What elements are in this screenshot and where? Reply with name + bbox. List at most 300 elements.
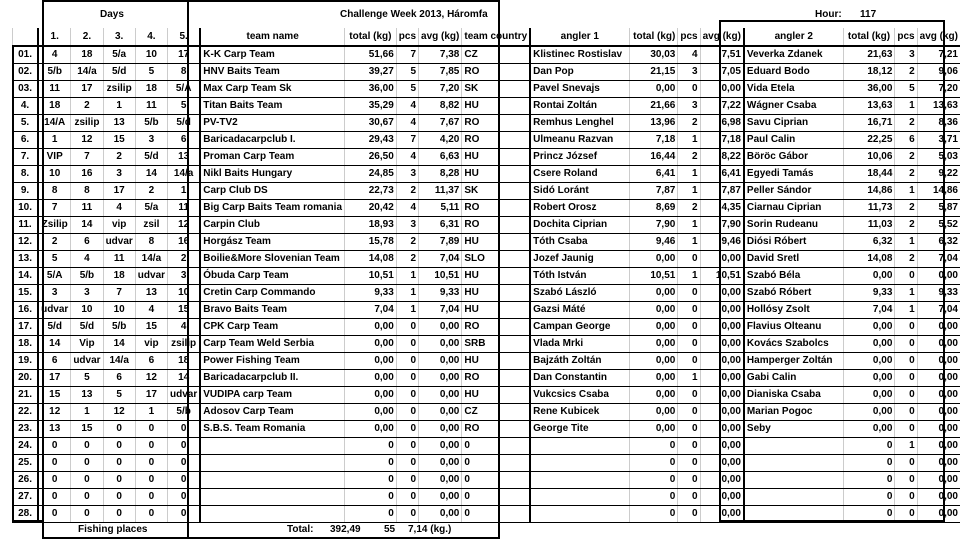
day5-cell: 0	[168, 506, 201, 523]
angler2-pcs-cell: 2	[895, 166, 917, 183]
day3-cell: 13	[103, 115, 135, 132]
angler2-pcs-cell: 1	[895, 234, 917, 251]
day5-cell: 14/a	[168, 166, 201, 183]
angler1-pcs-cell: 1	[678, 217, 700, 234]
angler1-total-cell: 13,96	[629, 115, 678, 132]
team-pcs-cell: 0	[396, 370, 418, 387]
day4-cell: 5/a	[135, 200, 167, 217]
table-row	[13, 166, 960, 183]
team-avg-cell: 7,67	[419, 115, 462, 132]
day3-cell: 0	[103, 438, 135, 455]
table-row	[13, 336, 960, 353]
angler2-total-cell: 0	[843, 472, 895, 489]
day2-cell: 6	[71, 234, 103, 251]
angler1-name-cell: Dan Constantin	[530, 370, 629, 387]
angler1-pcs-cell: 0	[678, 336, 700, 353]
angler2-avg-cell: 0,00	[917, 336, 960, 353]
day5-cell: 17	[168, 46, 201, 64]
team-name-cell: VUDIPA carp Team	[200, 387, 344, 404]
angler2-name-cell: Hamperger Zoltán	[744, 353, 843, 370]
team-total-cell: 0,00	[345, 421, 397, 438]
rank-cell: 19.	[13, 353, 39, 370]
angler2-name-cell	[744, 438, 843, 455]
angler1-pcs-cell: 1	[678, 268, 700, 285]
angler1-pcs-cell: 1	[678, 234, 700, 251]
team-name-cell: Proman Carp Team	[200, 149, 344, 166]
team-country-cell: RO	[462, 115, 530, 132]
angler2-pcs-cell: 2	[895, 115, 917, 132]
team-total-cell: 0	[345, 438, 397, 455]
team-avg-cell: 8,82	[419, 98, 462, 115]
rank-cell: 28.	[13, 506, 39, 523]
angler2-total-cell: 0,00	[843, 336, 895, 353]
fishing-places-label: Fishing places	[78, 524, 148, 535]
team-pcs-cell: 7	[396, 132, 418, 149]
angler2-total-cell: 14,08	[843, 251, 895, 268]
col-angler1-pcs: pcs	[678, 28, 700, 46]
day1-cell: 14	[38, 336, 71, 353]
day5-cell: 0	[168, 489, 201, 506]
angler2-avg-cell: 8,36	[917, 115, 960, 132]
angler2-pcs-cell: 3	[895, 46, 917, 64]
day2-cell: 4	[71, 251, 103, 268]
col-country: team country	[462, 28, 530, 46]
angler2-name-cell: Szabó Róbert	[744, 285, 843, 302]
angler2-total-cell: 0,00	[843, 370, 895, 387]
angler1-total-cell: 16,44	[629, 149, 678, 166]
angler2-avg-cell: 5,52	[917, 217, 960, 234]
day4-cell: 17	[135, 387, 167, 404]
angler1-pcs-cell: 3	[678, 64, 700, 81]
team-avg-cell: 6,31	[419, 217, 462, 234]
team-pcs-cell: 0	[396, 353, 418, 370]
angler2-pcs-cell: 0	[895, 455, 917, 472]
team-country-cell: HU	[462, 149, 530, 166]
team-pcs-cell: 2	[396, 251, 418, 268]
day3-cell: 0	[103, 455, 135, 472]
day4-cell: 5/b	[135, 115, 167, 132]
team-name-cell: Big Carp Baits Team romania	[200, 200, 344, 217]
day2-cell: 14/a	[71, 64, 103, 81]
angler1-pcs-cell: 0	[678, 285, 700, 302]
angler1-total-cell: 0,00	[629, 251, 678, 268]
team-avg-cell: 0,00	[419, 489, 462, 506]
day1-cell: 0	[38, 438, 71, 455]
day2-cell: udvar	[71, 353, 103, 370]
angler2-pcs-cell: 1	[895, 183, 917, 200]
team-name-cell: Max Carp Team Sk	[200, 81, 344, 98]
angler2-avg-cell: 0,00	[917, 472, 960, 489]
angler1-name-cell: Gazsi Máté	[530, 302, 629, 319]
angler1-avg-cell: 0,00	[700, 302, 744, 319]
team-total-cell: 15,78	[345, 234, 397, 251]
angler1-name-cell: Vlada Mrki	[530, 336, 629, 353]
day5-cell: 4	[168, 319, 201, 336]
team-pcs-cell: 0	[396, 387, 418, 404]
table-row	[13, 489, 960, 506]
day1-cell: 7	[38, 200, 71, 217]
day3-cell: 0	[103, 421, 135, 438]
angler2-total-cell: 0,00	[843, 319, 895, 336]
team-pcs-cell: 5	[396, 81, 418, 98]
team-total-cell: 0,00	[345, 370, 397, 387]
team-country-cell: CZ	[462, 46, 530, 64]
day3-cell: 5	[103, 387, 135, 404]
angler2-total-cell: 0	[843, 506, 895, 523]
angler2-avg-cell: 9,22	[917, 166, 960, 183]
day3-cell: 12	[103, 404, 135, 421]
team-name-cell: CPK Carp Team	[200, 319, 344, 336]
angler1-total-cell: 30,03	[629, 46, 678, 64]
angler1-pcs-cell: 0	[678, 251, 700, 268]
angler2-name-cell	[744, 472, 843, 489]
team-country-cell: 0	[462, 455, 530, 472]
team-name-cell: Bravo Baits Team	[200, 302, 344, 319]
angler1-avg-cell: 0,00	[700, 455, 744, 472]
day5-cell: 0	[168, 455, 201, 472]
team-avg-cell: 0,00	[419, 438, 462, 455]
day5-cell: 0	[168, 421, 201, 438]
team-country-cell: HU	[462, 285, 530, 302]
angler2-name-cell: Veverka Zdanek	[744, 46, 843, 64]
day2-cell: 5/b	[71, 268, 103, 285]
team-name-cell: Carpin Club	[200, 217, 344, 234]
day4-cell: udvar	[135, 268, 167, 285]
team-pcs-cell: 3	[396, 217, 418, 234]
angler2-total-cell: 36,00	[843, 81, 895, 98]
day5-cell: 6	[168, 132, 201, 149]
angler1-total-cell: 9,46	[629, 234, 678, 251]
angler1-avg-cell: 0,00	[700, 472, 744, 489]
day1-cell: 17	[38, 370, 71, 387]
day1-cell: 1	[38, 132, 71, 149]
day1-cell: 0	[38, 455, 71, 472]
angler2-pcs-cell: 0	[895, 387, 917, 404]
angler2-name-cell: Diósi Róbert	[744, 234, 843, 251]
day4-cell: 6	[135, 353, 167, 370]
angler1-pcs-cell: 0	[678, 472, 700, 489]
angler1-avg-cell: 7,87	[700, 183, 744, 200]
col-angler2-pcs: pcs	[895, 28, 917, 46]
team-total-cell: 26,50	[345, 149, 397, 166]
rank-cell: 03.	[13, 81, 39, 98]
team-avg-cell: 7,04	[419, 302, 462, 319]
angler1-avg-cell: 0,00	[700, 353, 744, 370]
angler2-pcs-cell: 1	[895, 438, 917, 455]
angler2-total-cell: 11,73	[843, 200, 895, 217]
angler2-name-cell: Marian Pogoc	[744, 404, 843, 421]
day5-cell: 14	[168, 370, 201, 387]
angler1-total-cell: 7,87	[629, 183, 678, 200]
angler1-avg-cell: 10,51	[700, 268, 744, 285]
team-avg-cell: 8,28	[419, 166, 462, 183]
angler1-pcs-cell: 2	[678, 115, 700, 132]
angler1-avg-cell: 0,00	[700, 506, 744, 523]
team-country-cell: HU	[462, 387, 530, 404]
angler1-avg-cell: 7,22	[700, 98, 744, 115]
angler2-total-cell: 0	[843, 455, 895, 472]
team-pcs-cell: 0	[396, 472, 418, 489]
angler1-pcs-cell: 0	[678, 319, 700, 336]
day1-cell: VIP	[38, 149, 71, 166]
angler2-pcs-cell: 0	[895, 404, 917, 421]
team-name-cell: Horgász Team	[200, 234, 344, 251]
angler2-name-cell: Paul Calin	[744, 132, 843, 149]
team-avg-cell: 0,00	[419, 404, 462, 421]
rank-cell: 22.	[13, 404, 39, 421]
table-row	[13, 285, 960, 302]
angler1-pcs-cell: 0	[678, 302, 700, 319]
team-total-cell: 20,42	[345, 200, 397, 217]
team-country-cell: HU	[462, 166, 530, 183]
table-row	[13, 132, 960, 149]
angler2-name-cell: Savu Ciprian	[744, 115, 843, 132]
table-row	[13, 506, 960, 523]
angler2-pcs-cell: 1	[895, 285, 917, 302]
day2-cell: 14	[71, 217, 103, 234]
angler1-total-cell: 0	[629, 489, 678, 506]
angler2-total-cell: 18,44	[843, 166, 895, 183]
day4-cell: 14/a	[135, 251, 167, 268]
angler1-pcs-cell: 0	[678, 506, 700, 523]
team-total-cell: 14,08	[345, 251, 397, 268]
day5-cell: 13	[168, 149, 201, 166]
angler2-name-cell	[744, 455, 843, 472]
angler2-pcs-cell: 0	[895, 506, 917, 523]
day1-cell: 6	[38, 353, 71, 370]
col-angler1-total: total (kg)	[629, 28, 678, 46]
day2-cell: 0	[71, 506, 103, 523]
day4-cell: 15	[135, 319, 167, 336]
angler1-total-cell: 21,15	[629, 64, 678, 81]
team-country-cell: HU	[462, 98, 530, 115]
day3-cell: 5/b	[103, 319, 135, 336]
hour-value: 117	[860, 9, 877, 20]
angler1-avg-cell: 7,90	[700, 217, 744, 234]
angler1-name-cell: Princz József	[530, 149, 629, 166]
day4-cell: 0	[135, 489, 167, 506]
day3-cell: 5/a	[103, 46, 135, 64]
day1-cell: 0	[38, 489, 71, 506]
rank-cell: 25.	[13, 455, 39, 472]
day3-cell: 5/d	[103, 64, 135, 81]
angler1-avg-cell: 0,00	[700, 370, 744, 387]
team-name-cell: Power Fishing Team	[200, 353, 344, 370]
col-avg: avg (kg)	[419, 28, 462, 46]
table-row	[13, 217, 960, 234]
angler1-name-cell: Campan George	[530, 319, 629, 336]
team-country-cell: 0	[462, 489, 530, 506]
day2-cell: Vip	[71, 336, 103, 353]
angler2-total-cell: 10,06	[843, 149, 895, 166]
angler2-pcs-cell: 2	[895, 149, 917, 166]
day3-cell: 0	[103, 489, 135, 506]
day4-cell: 0	[135, 506, 167, 523]
day4-cell: 11	[135, 98, 167, 115]
total-kg: 392,49	[330, 524, 361, 535]
angler2-avg-cell: 0,00	[917, 438, 960, 455]
angler2-name-cell: Vida Etela	[744, 81, 843, 98]
angler1-name-cell: Bajzáth Zoltán	[530, 353, 629, 370]
team-pcs-cell: 2	[396, 183, 418, 200]
day2-cell: zsilip	[71, 115, 103, 132]
angler1-avg-cell: 4,35	[700, 200, 744, 217]
team-country-cell: SK	[462, 81, 530, 98]
rank-cell: 16.	[13, 302, 39, 319]
team-name-cell: Carp Club DS	[200, 183, 344, 200]
team-country-cell: RO	[462, 319, 530, 336]
angler1-name-cell	[530, 438, 629, 455]
day2-cell: 0	[71, 455, 103, 472]
col-pcs: pcs	[396, 28, 418, 46]
day5-cell: 8	[168, 64, 201, 81]
angler2-name-cell: Böröc Gábor	[744, 149, 843, 166]
team-avg-cell: 5,11	[419, 200, 462, 217]
day3-cell: 2	[103, 149, 135, 166]
angler1-avg-cell: 0,00	[700, 336, 744, 353]
table-row	[13, 149, 960, 166]
day2-cell: 0	[71, 472, 103, 489]
team-name-cell: Baricadacarpclub I.	[200, 132, 344, 149]
angler1-name-cell: George Tite	[530, 421, 629, 438]
team-avg-cell: 7,20	[419, 81, 462, 98]
angler2-pcs-cell: 0	[895, 353, 917, 370]
col-day4: 4.	[135, 28, 167, 46]
day3-cell: 7	[103, 285, 135, 302]
day4-cell: zsil	[135, 217, 167, 234]
table-row	[13, 370, 960, 387]
angler2-pcs-cell: 0	[895, 268, 917, 285]
angler1-pcs-cell: 0	[678, 438, 700, 455]
team-country-cell: 0	[462, 438, 530, 455]
day2-cell: 5/d	[71, 319, 103, 336]
angler1-name-cell: Rene Kubicek	[530, 404, 629, 421]
angler1-avg-cell: 0,00	[700, 319, 744, 336]
angler2-pcs-cell: 0	[895, 472, 917, 489]
day4-cell: 12	[135, 370, 167, 387]
rank-cell: 26.	[13, 472, 39, 489]
angler2-name-cell: Egyedi Tamás	[744, 166, 843, 183]
day1-cell: 15	[38, 387, 71, 404]
day2-cell: 7	[71, 149, 103, 166]
angler1-total-cell: 0	[629, 472, 678, 489]
angler1-pcs-cell: 2	[678, 149, 700, 166]
col-day1: 1.	[38, 28, 71, 46]
team-pcs-cell: 0	[396, 319, 418, 336]
day2-cell: 3	[71, 285, 103, 302]
angler2-total-cell: 11,03	[843, 217, 895, 234]
results-table	[12, 28, 960, 523]
angler1-total-cell: 6,41	[629, 166, 678, 183]
angler1-avg-cell: 7,05	[700, 64, 744, 81]
team-name-cell: Adosov Carp Team	[200, 404, 344, 421]
angler2-name-cell: Dianiska Csaba	[744, 387, 843, 404]
team-pcs-cell: 2	[396, 234, 418, 251]
team-total-cell: 30,67	[345, 115, 397, 132]
col-angler2: angler 2	[744, 28, 843, 46]
angler2-avg-cell: 0,00	[917, 353, 960, 370]
team-pcs-cell: 0	[396, 506, 418, 523]
rank-cell: 01.	[13, 46, 39, 64]
angler1-pcs-cell: 1	[678, 166, 700, 183]
day1-cell: 4	[38, 46, 71, 64]
angler1-avg-cell: 0,00	[700, 387, 744, 404]
table-row	[13, 98, 960, 115]
day1-cell: 11	[38, 81, 71, 98]
angler2-avg-cell: 0,00	[917, 489, 960, 506]
rank-cell: 17.	[13, 319, 39, 336]
team-name-cell: Óbuda Carp Team	[200, 268, 344, 285]
col-day5: 5.	[168, 28, 201, 46]
total-label: Total:	[287, 524, 314, 535]
rank-cell: 14.	[13, 268, 39, 285]
angler2-name-cell: Seby	[744, 421, 843, 438]
day4-cell: 18	[135, 81, 167, 98]
angler2-total-cell: 21,63	[843, 46, 895, 64]
day3-cell: 10	[103, 302, 135, 319]
team-total-cell: 9,33	[345, 285, 397, 302]
angler1-avg-cell: 9,46	[700, 234, 744, 251]
day3-cell: 0	[103, 472, 135, 489]
angler2-pcs-cell: 0	[895, 370, 917, 387]
angler2-avg-cell: 0,00	[917, 387, 960, 404]
col-day2: 2.	[71, 28, 103, 46]
angler1-pcs-cell: 1	[678, 370, 700, 387]
team-country-cell: RO	[462, 421, 530, 438]
angler1-total-cell: 7,90	[629, 217, 678, 234]
rank-cell: 10.	[13, 200, 39, 217]
angler2-pcs-cell: 1	[895, 302, 917, 319]
team-avg-cell: 10,51	[419, 268, 462, 285]
angler1-pcs-cell: 0	[678, 421, 700, 438]
team-avg-cell: 11,37	[419, 183, 462, 200]
table-row	[13, 64, 960, 81]
day3-cell: 4	[103, 200, 135, 217]
team-total-cell: 18,93	[345, 217, 397, 234]
team-name-cell: Nikl Baits Hungary	[200, 166, 344, 183]
angler1-total-cell: 0,00	[629, 404, 678, 421]
day1-cell: udvar	[38, 302, 71, 319]
angler2-pcs-cell: 0	[895, 319, 917, 336]
table-row	[13, 353, 960, 370]
angler2-total-cell: 13,63	[843, 98, 895, 115]
team-country-cell: SLO	[462, 251, 530, 268]
table-row	[13, 472, 960, 489]
team-avg-cell: 0,00	[419, 506, 462, 523]
rank-cell: 9.	[13, 183, 39, 200]
angler2-total-cell: 0,00	[843, 421, 895, 438]
angler1-name-cell	[530, 455, 629, 472]
rank-cell: 5.	[13, 115, 39, 132]
team-name-cell	[200, 489, 344, 506]
day1-cell: 14/A	[38, 115, 71, 132]
angler2-total-cell: 0,00	[843, 268, 895, 285]
team-country-cell: RO	[462, 64, 530, 81]
angler2-total-cell: 0,00	[843, 404, 895, 421]
col-rank	[13, 28, 39, 46]
day2-cell: 10	[71, 302, 103, 319]
angler2-name-cell: Eduard Bodo	[744, 64, 843, 81]
team-country-cell: RO	[462, 200, 530, 217]
angler2-avg-cell: 9,06	[917, 64, 960, 81]
day5-cell: 0	[168, 438, 201, 455]
team-avg-cell: 7,38	[419, 46, 462, 64]
angler2-avg-cell: 0,00	[917, 421, 960, 438]
angler2-name-cell: Sorin Rudeanu	[744, 217, 843, 234]
day1-cell: 8	[38, 183, 71, 200]
angler1-total-cell: 0	[629, 455, 678, 472]
day2-cell: 12	[71, 132, 103, 149]
